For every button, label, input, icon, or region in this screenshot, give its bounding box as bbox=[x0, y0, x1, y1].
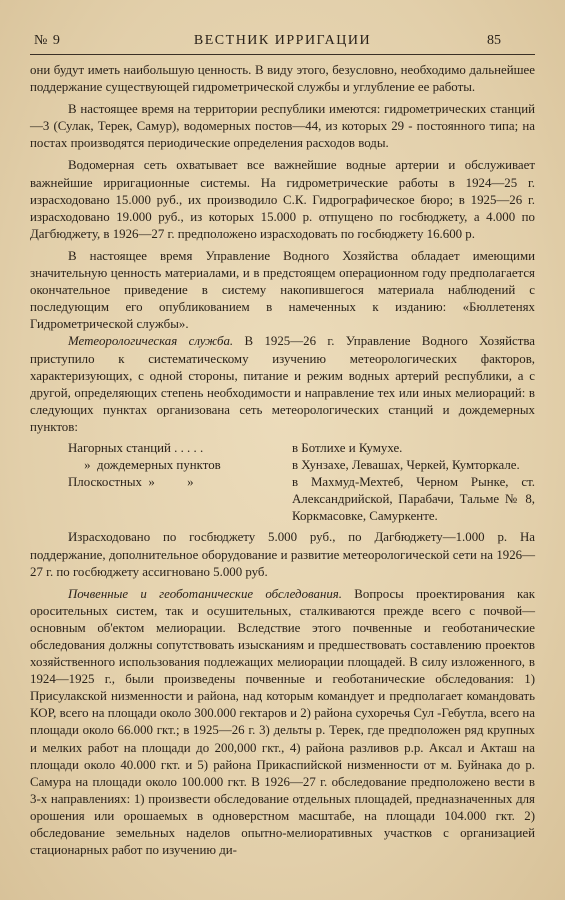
paragraph bbox=[30, 333, 535, 436]
article-body bbox=[30, 62, 535, 859]
list-item bbox=[30, 440, 535, 457]
station-places: в Ботлихе и Кумухе. bbox=[292, 440, 403, 455]
page-number: 85 bbox=[487, 33, 501, 48]
station-places: в Хунзахе, Левашах, Черкей, Кумторкале. bbox=[292, 458, 520, 473]
list-item bbox=[30, 457, 535, 474]
running-header bbox=[30, 30, 535, 52]
header-rule bbox=[30, 54, 535, 55]
section-heading: Метеорологическая служба. bbox=[68, 334, 234, 349]
station-type: Нагорных станций . . . . . bbox=[68, 440, 204, 455]
paragraph: В настоящее время на территории республики имеются: гидрометрических станций—3 (Сулак, Терек, Самур), водомерных постов—44, из которых 29 - постоянного типа; на постах производятся периодические определения расходов воды. bbox=[30, 102, 535, 151]
journal-title: ВЕСТНИК ИРРИГАЦИИ bbox=[193, 33, 372, 48]
list-item bbox=[30, 474, 535, 525]
paragraph: Израсходовано по госбюджету 5.000 руб., по Дагбюджету—1.000 р. На поддержание, дополнительное оборудование и развитие метеорологической сети на 1926—27 г. по госбюджету ассигновано 5.000 руб. bbox=[30, 530, 535, 579]
station-type: Плоскостных » » bbox=[68, 475, 194, 490]
station-places: в Махмуд-Мехтеб, Черном Рынке, ст. Александрийской, Парабачи, Тальме № 8, Коркмасовке, Самуркенте. bbox=[292, 475, 535, 524]
paragraph: В настоящее время Управление Водного Хозяйства обладает имеющими значительную ценность материалами, и в предстоящем операционном году предполагается окончательное приведение в систему накопившегося материала наблюдений с последующим его опубликованием в намеченных к изданию: «Бюллетенях Гидрометрической службы». bbox=[30, 248, 535, 332]
section-heading: Почвенные и геоботанические обследования. bbox=[68, 586, 343, 601]
paragraph bbox=[30, 586, 535, 860]
stations-list bbox=[30, 440, 535, 525]
paragraph-text: В 1925—26 г. Управление Водного Хозяйства приступило к систематическому изучению метеорологических факторов, характеризующих, с одной стороны, питание и режим водных артерий республики, а с другой, определяющих степень необходимости и направление тех или иных мелиораций: в следующих пунктах организована сеть метеорологических станций и дождемерных пунктов: bbox=[30, 334, 535, 434]
station-type: » дождемерных пунктов bbox=[68, 458, 221, 473]
paragraph: они будут иметь наибольшую ценность. В виду этого, безусловно, необходимо дальнейшее поддержание существующей гидрометрической службы и углубление ее работы. bbox=[30, 63, 535, 95]
paragraph-text: Вопросы проектирования как оросительных систем, так и осушительных, сталкиваются прежде всего с почвой—основным об'ектом мелиорации. Вследствие этого почвенные и геоботанические обследования должны сопутствовать изысканиям и предшествовать составлению проектов хозяйственного использования подлежащих мелиорации площадей. В силу изложенного, в 1924—1925 г., были произведены почвенные и геоботанические обследования: 1) Присулакской низменности и района, над которым командует и предполагает командовать КОР, всего на площади около 300.000 гектаров и 2) района сухоречья Сул -Гебутла, всего на площади около 66.000 гкт.; в 1925—26 г. 3) дельты р. Терек, где предположен ряд крупных и мелких работ на площади до 200,000 гкт., 4) района разливов р.р. Аксал и Акташ на площади около 40.000 гкт. и 5) района Прикаспийской низменности от м. Буйнака до р. Самура на площади около 100.000 гкт. В 1926—27 г. обследование предположено вести в 3-х направлениях: 1) произвести обследование отдельных площадей, предназначенных для орошения или орошаемых в одноверстном масштабе, на площади 104.000 гкт. 2) обследование земельных наделов опытно-мелиоративных участков с организацией стационарных работ по изучению ди- bbox=[30, 586, 535, 858]
paragraph: Водомерная сеть охватывает все важнейшие водные артерии и обслуживает важнейшие ирригационные системы. На гидрометрические работы в 1924—25 г. израсходовано 15.000 руб., их производило С.К. Гидрографическое бюро; в 1925—26 г. израсходовано 19.000 руб., из которых 15.000 р. отпущено по госбюджету, а 4.000 по Дагбюджету, в 1926—27 г. предположено израсходовать по госбюджету 16.600 р. bbox=[30, 158, 535, 241]
issue-number: № 9 bbox=[34, 33, 61, 48]
